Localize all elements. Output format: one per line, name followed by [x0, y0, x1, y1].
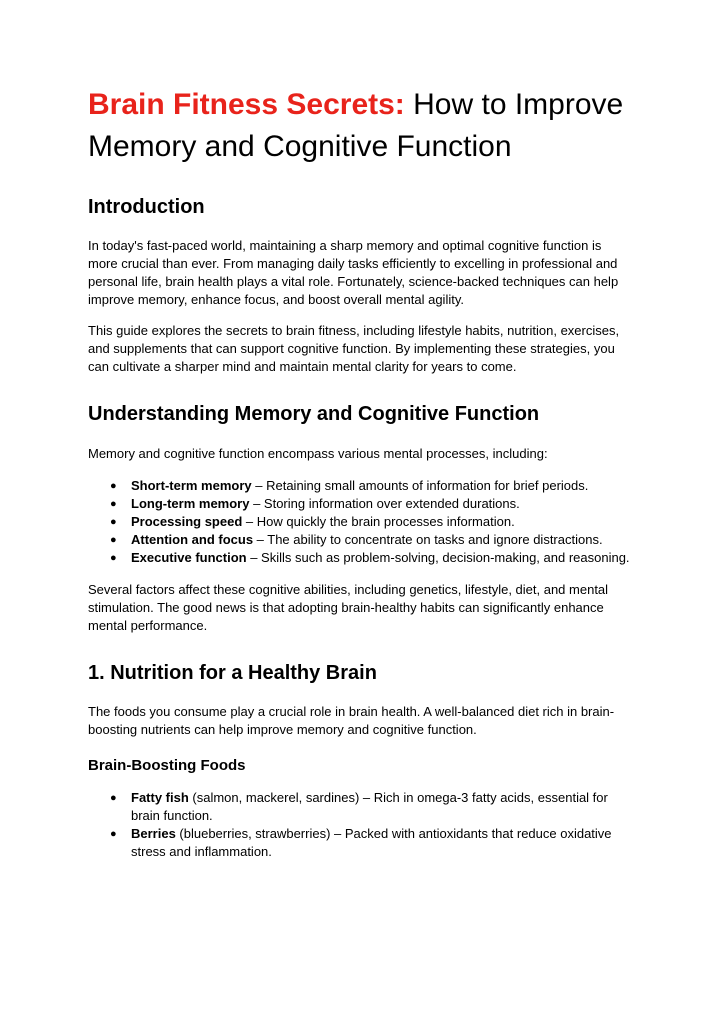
- bullet-icon: ●: [110, 480, 117, 492]
- list-item-desc: – The ability to concentrate on tasks and ignore distractions.: [253, 532, 603, 547]
- list-item: [88, 513, 633, 531]
- intro-paragraph-1: In today's fast-paced world, maintaining a sharp memory and optimal cognitive function is more crucial than ever. From managing daily tasks efficiently to excelling in professional and personal life, brain health plays a vital role. Fortunately, science-backed techniques can help improve memory, enhance focus, and boost overall mental agility.: [88, 238, 619, 307]
- list-item: [88, 477, 633, 495]
- brain-foods-list: [88, 789, 633, 861]
- list-item: [88, 549, 633, 567]
- bullet-icon: ●: [110, 534, 117, 546]
- nutrition-lead: The foods you consume play a crucial role in brain health. A well-balanced diet rich in brain-boosting nutrients can help improve memory and cognitive function.: [88, 704, 615, 737]
- bullet-icon: ●: [110, 828, 117, 840]
- list-item-desc: – Storing information over extended durations.: [249, 496, 520, 511]
- list-item-desc: – How quickly the brain processes information.: [242, 514, 515, 529]
- list-item-term: Short-term memory: [131, 478, 252, 493]
- title-rest: How to Improve Memory and Cognitive Function: [88, 88, 624, 163]
- document-page: [88, 84, 633, 861]
- list-item: [88, 825, 633, 861]
- list-item-term: Executive function: [131, 550, 247, 565]
- bullet-icon: ●: [110, 552, 117, 564]
- list-item-desc: (salmon, mackerel, sardines) – Rich in omega-3 fatty acids, essential for brain function.: [131, 790, 608, 823]
- understanding-heading: Understanding Memory and Cognitive Function: [88, 403, 540, 425]
- list-item-desc: (blueberries, strawberries) – Packed with antioxidants that reduce oxidative stress and inflammation.: [131, 826, 612, 859]
- introduction-heading: Introduction: [88, 196, 205, 218]
- list-item-term: Attention and focus: [131, 532, 254, 547]
- list-item: [88, 531, 633, 549]
- list-item-term: Berries: [131, 826, 176, 841]
- understanding-closing: Several factors affect these cognitive abilities, including genetics, lifestyle, diet, and mental stimulation. The good news is that adopting brain-healthy habits can significantly enhance mental performance.: [88, 582, 609, 633]
- nutrition-heading: 1. Nutrition for a Healthy Brain: [88, 662, 377, 684]
- list-item-term: Long-term memory: [131, 496, 250, 511]
- bullet-icon: ●: [110, 516, 117, 528]
- brain-boosting-foods-heading: Brain-Boosting Foods: [88, 757, 246, 774]
- understanding-lead: Memory and cognitive function encompass various mental processes, including:: [88, 446, 548, 461]
- intro-paragraph-2: This guide explores the secrets to brain fitness, including lifestyle habits, nutrition, exercises, and supplements that can support cognitive function. By implementing these strategies, you can cultivate a sharper mind and maintain mental clarity for years to come.: [88, 323, 620, 374]
- list-item: [88, 495, 633, 513]
- list-item-term: Processing speed: [131, 514, 243, 529]
- list-item-desc: – Skills such as problem-solving, decision-making, and reasoning.: [246, 550, 630, 565]
- cognitive-process-list: [88, 477, 633, 567]
- bullet-icon: ●: [110, 498, 117, 510]
- list-item-desc: – Retaining small amounts of information for brief periods.: [251, 478, 589, 493]
- bullet-icon: ●: [110, 792, 117, 804]
- list-item-term: Fatty fish: [131, 790, 189, 805]
- title-accent: Brain Fitness Secrets:: [88, 88, 405, 121]
- list-item: [88, 789, 633, 825]
- page-title: [88, 84, 633, 168]
